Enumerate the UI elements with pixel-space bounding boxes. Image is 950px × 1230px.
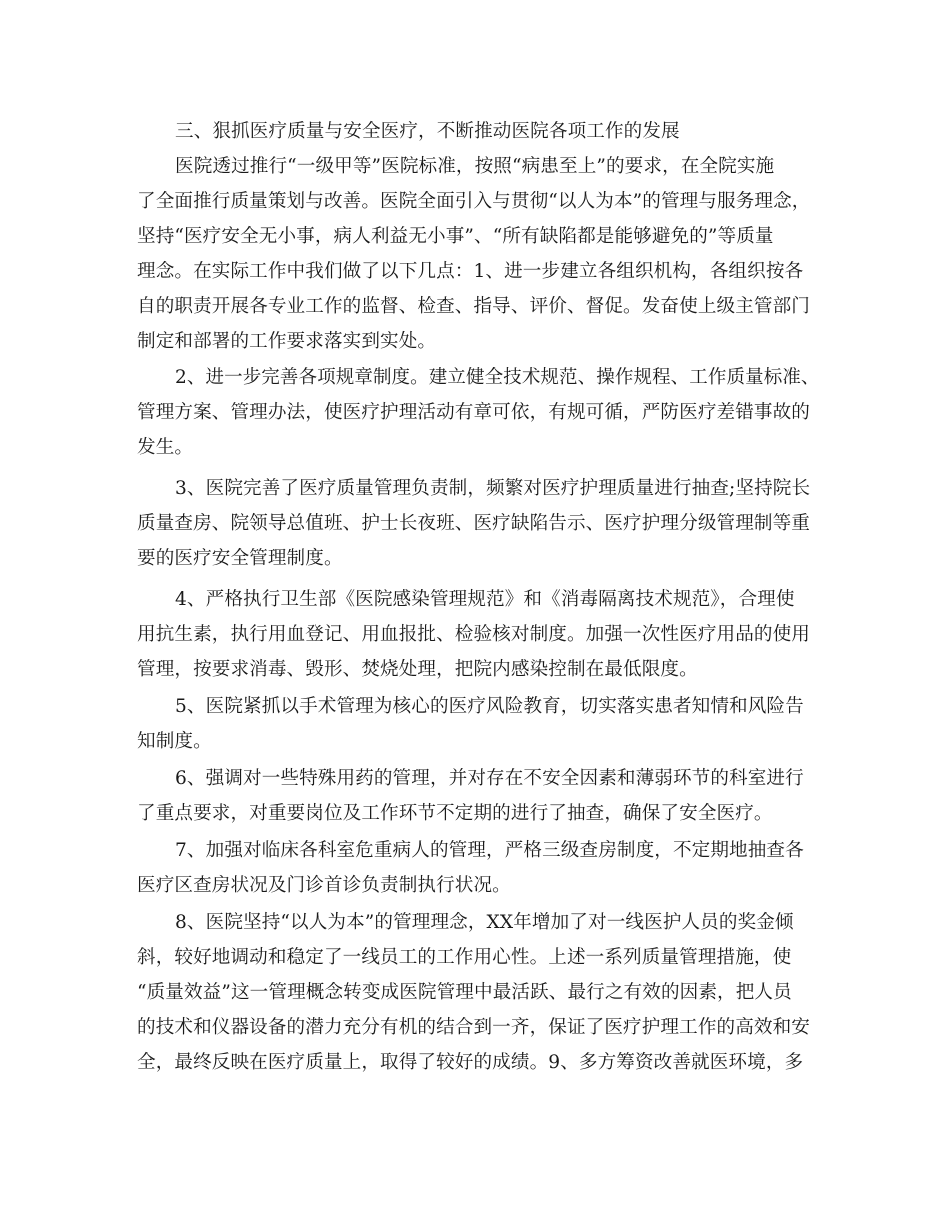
paragraph-line: 全，最终反映在医疗质量上，取得了较好的成绩。9、多方筹资改善就医环境，多 (137, 1052, 804, 1073)
paragraph-line: 坚持“医疗安全无小事，病人利益无小事”、“所有缺陷都是能够避免的”等质量 (137, 226, 774, 247)
paragraph-line: 管理方案、管理办法，使医疗护理活动有章可依，有规可循，严防医疗差错事故的 (137, 402, 810, 423)
paragraph-line: 斜，较好地调动和稳定了一线员工的工作用心性。上述一系列质量管理措施，使 (137, 947, 792, 968)
paragraph-line: 6、强调对一些特殊用药的管理，并对存在不安全因素和薄弱环节的科室进行 (175, 768, 804, 789)
paragraph-line: 理念。在实际工作中我们做了以下几点：1、进一步建立各组织机构，各组织按各 (137, 261, 804, 282)
paragraph-line: 要的医疗安全管理制度。 (137, 548, 343, 569)
paragraph-line: “质量效益”这一管理概念转变成医院管理中最活跃、最行之有效的因素，把人员 (137, 982, 792, 1003)
paragraph-line: 5、医院紧抓以手术管理为核心的医疗风险教育，切实落实患者知情和风险告 (175, 696, 804, 717)
paragraph-line: 8、医院坚持“以人为本”的管理理念，XX年增加了对一线医护人员的奖金倾 (175, 912, 794, 933)
paragraph-line: 2、进一步完善各项规章制度。建立健全技术规范、操作规程、工作质量标准、 (175, 367, 820, 388)
paragraph-line: 知制度。 (137, 731, 212, 752)
paragraph-line: 管理，按要求消毒、毁形、焚烧处理，把院内感染控制在最低限度。 (137, 659, 698, 680)
paragraph-line: 制定和部署的工作要求落实到实处。 (137, 331, 437, 352)
paragraph-line: 了重点要求，对重要岗位及工作环节不定期的进行了抽查，确保了安全医疗。 (137, 803, 773, 824)
paragraph-line: 7、加强对临床各科室危重病人的管理，严格三级查房制度，不定期地抽查各 (175, 840, 804, 861)
paragraph-line: 的技术和仪器设备的潜力充分有机的结合到一齐，保证了医疗护理工作的高效和安 (137, 1017, 810, 1038)
paragraph-line: 发生。 (137, 437, 194, 458)
paragraph-line: 3、医院完善了医疗质量管理负责制，频繁对医疗护理质量进行抽查;坚持院长 (175, 478, 811, 499)
paragraph-line: 医院透过推行“一级甲等”医院标准，按照“病患至上”的要求，在全院实施 (175, 156, 775, 177)
paragraph-line: 4、严格执行卫生部《医院感染管理规范》和《消毒隔离技术规范》，合理使 (175, 589, 795, 610)
paragraph-line: 自的职责开展各专业工作的监督、检查、指导、评价、督促。发奋使上级主管部门 (137, 296, 810, 317)
paragraph-line: 用抗生素，执行用血登记、用血报批、检验核对制度。加强一次性医疗用品的使用 (137, 624, 810, 645)
paragraph-line: 质量查房、院领导总值班、护士长夜班、医疗缺陷告示、医疗护理分级管理制等重 (137, 513, 810, 534)
section-heading: 三、狠抓医疗质量与安全医疗，不断推动医院各项工作的发展 (175, 121, 680, 142)
paragraph-line: 医疗区查房状况及门诊首诊负责制执行状况。 (137, 875, 511, 896)
paragraph-line: 了全面推行质量策划与改善。医院全面引入与贯彻“以人为本”的管理与服务理念， (137, 191, 811, 212)
